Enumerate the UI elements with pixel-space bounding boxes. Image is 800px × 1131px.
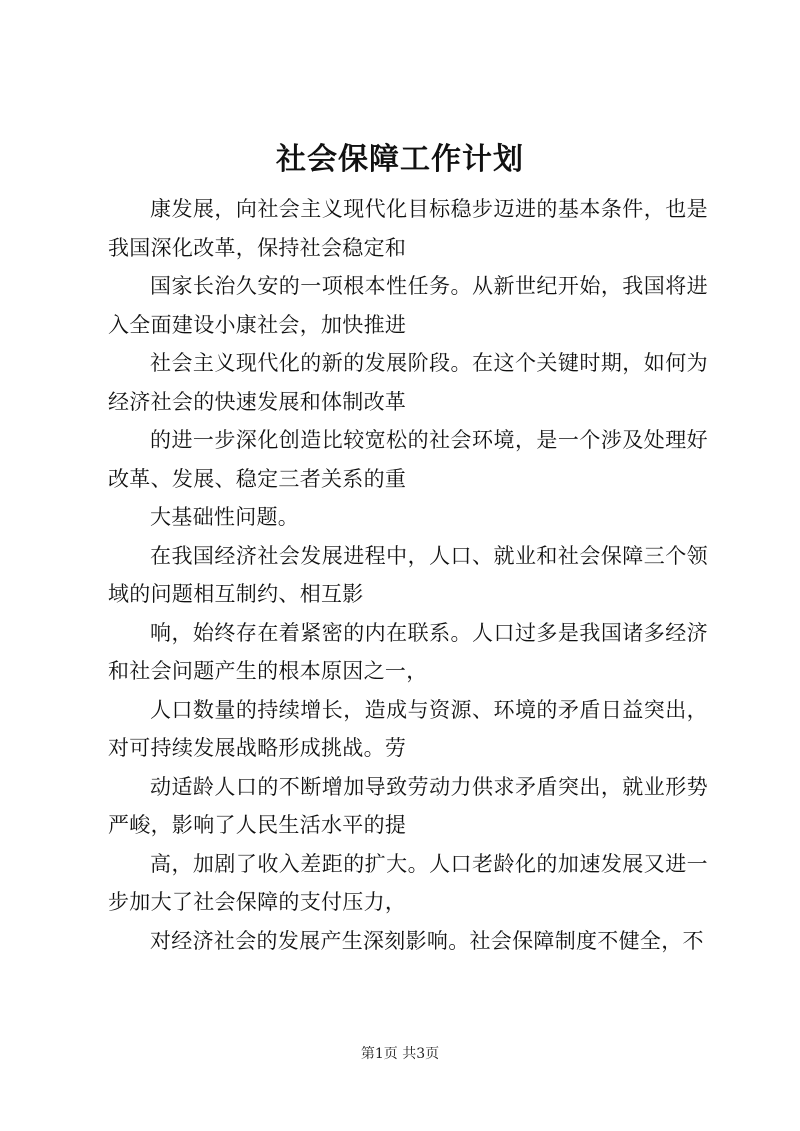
paragraph: 动适龄人口的不断增加导致劳动力供求矛盾突出，就业形势严峻，影响了人民生活水平的提 — [108, 774, 708, 837]
paragraph: 人口数量的持续增长，造成与资源、环境的矛盾日益突出，对可持续发展战略形成挑战。劳 — [108, 697, 708, 760]
paragraph: 大基础性问题。 — [150, 505, 300, 529]
paragraph: 国家长治久安的一项根本性任务。从新世纪开始，我国将进入全面建设小康社会，加快推进 — [108, 274, 708, 337]
paragraph: 社会主义现代化的新的发展阶段。在这个关键时期，如何为经济社会的快速发展和体制改革 — [108, 351, 708, 414]
paragraph: 的进一步深化创造比较宽松的社会环境，是一个涉及处理好改革、发展、稳定三者关系的重 — [108, 428, 708, 491]
paragraph: 高，加剧了收入差距的扩大。人口老龄化的加速发展又进一步加大了社会保障的支付压力， — [108, 851, 708, 914]
paragraph: 对经济社会的发展产生深刻影响。社会保障制度不健全，不 — [150, 928, 704, 953]
document-body — [108, 190, 708, 960]
paragraph: 在我国经济社会发展进程中，人口、就业和社会保障三个领域的问题相互制约、相互影 — [108, 543, 708, 606]
document-title: 社会保障工作计划 — [276, 142, 524, 177]
paragraph: 响，始终存在着紧密的内在联系。人口过多是我国诸多经济和社会问题产生的根本原因之一， — [108, 620, 708, 683]
paragraph: 康发展，向社会主义现代化目标稳步迈进的基本条件，也是我国深化改革，保持社会稳定和 — [108, 197, 708, 260]
page-footer: 第1页 共3页 — [360, 1046, 440, 1062]
